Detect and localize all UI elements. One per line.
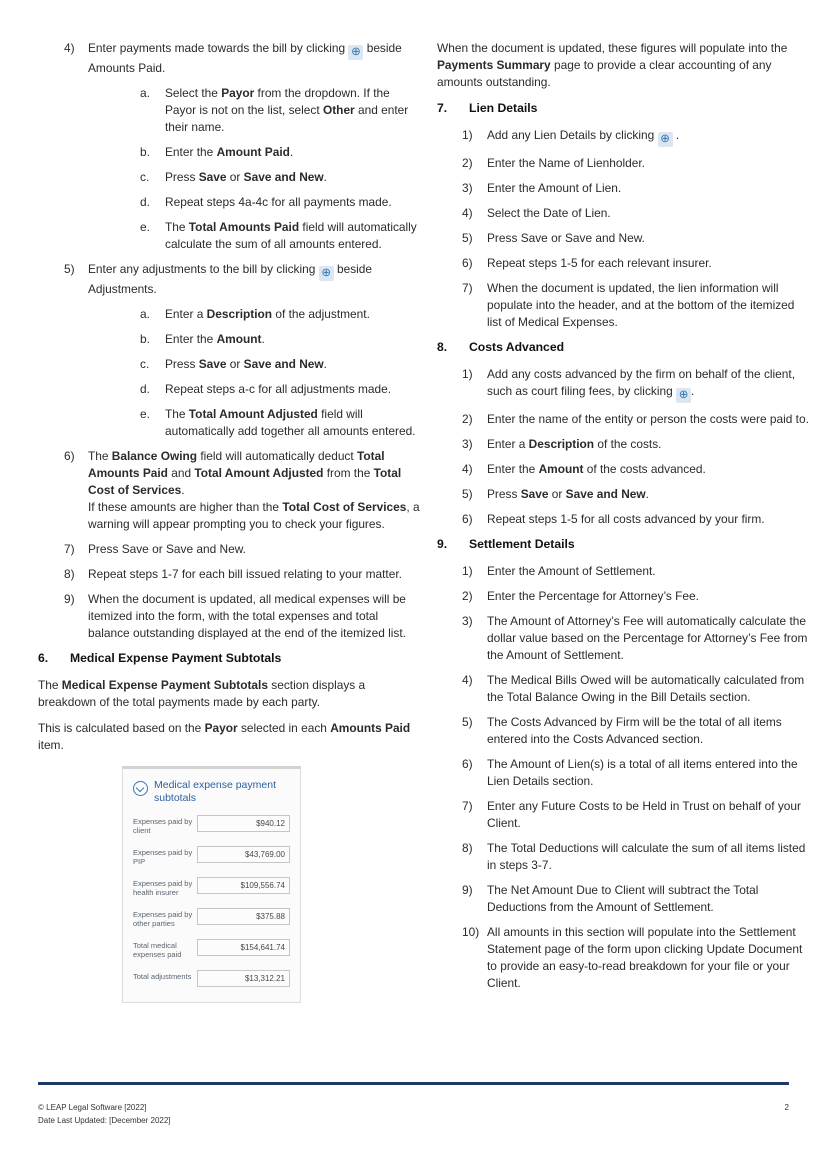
list-item bbox=[437, 230, 811, 247]
field-label: Expenses paid by client bbox=[133, 817, 193, 835]
text-run: . bbox=[323, 170, 327, 184]
embedded-screenshot-panel bbox=[122, 766, 301, 1003]
list-marker: a. bbox=[140, 307, 150, 321]
field-label: Expenses paid by PIP bbox=[133, 848, 193, 866]
list-marker: b. bbox=[140, 145, 150, 159]
bold-text-run: Save and New bbox=[565, 487, 646, 501]
list-text bbox=[165, 331, 422, 348]
amount-input: $13,312.21 bbox=[197, 970, 290, 987]
list-item bbox=[437, 255, 811, 272]
text-run: The Total Deductions will calculate the sum of all items listed in steps 3-7. bbox=[487, 841, 806, 872]
list-item bbox=[38, 381, 422, 398]
bold-text-run: Amounts Paid bbox=[330, 721, 411, 735]
list-text bbox=[487, 205, 811, 222]
bold-text-run: Save bbox=[198, 170, 227, 184]
bold-text-run: Balance Owing bbox=[111, 449, 198, 463]
list-item bbox=[437, 613, 811, 664]
list-item bbox=[38, 541, 422, 558]
list-marker: 7) bbox=[462, 799, 473, 813]
list-item bbox=[437, 882, 811, 916]
list-text bbox=[88, 261, 422, 298]
list-text bbox=[487, 563, 811, 580]
text-run: The bbox=[165, 220, 189, 234]
footer-left bbox=[38, 1101, 171, 1127]
bold-text-run: Total Cost of Services bbox=[88, 466, 402, 497]
panel-field-row bbox=[133, 908, 290, 928]
list-marker: 5) bbox=[462, 715, 473, 729]
text-run: Repeat steps 1-5 for all costs advanced by your firm. bbox=[487, 512, 765, 526]
list-text bbox=[487, 714, 811, 748]
text-run: When the document is updated, these figures will populate into the bbox=[437, 41, 788, 55]
text-run: When the document is updated, the lien information will populate into the header, and at the bottom of the itemized list of Medical Expenses. bbox=[487, 281, 795, 329]
list-marker: c. bbox=[140, 357, 150, 371]
list-marker: 7) bbox=[64, 542, 75, 556]
paragraph bbox=[38, 720, 422, 754]
text-run: of the costs advanced. bbox=[583, 462, 706, 476]
bold-text-run: Save bbox=[520, 487, 549, 501]
text-run: beside Amounts Paid. bbox=[88, 41, 402, 75]
text-run: Add any Lien Details by clicking bbox=[487, 128, 658, 142]
page-footer bbox=[38, 1082, 789, 1127]
bold-text-run: Amount Paid bbox=[216, 145, 290, 159]
text-run: . bbox=[181, 483, 185, 497]
text-run: Repeat steps a-c for all adjustments made. bbox=[165, 382, 392, 396]
list-text bbox=[88, 566, 422, 583]
list-marker: 9) bbox=[64, 592, 75, 606]
text-run: page to provide a clear accounting of any amounts outstanding. bbox=[437, 58, 772, 89]
list-item bbox=[437, 588, 811, 605]
add-icon: ⊕ bbox=[676, 388, 691, 403]
text-run: The bbox=[88, 449, 112, 463]
bold-text-run: Description bbox=[528, 437, 595, 451]
field-label: Total adjustments bbox=[133, 972, 192, 981]
footer-copyright: © LEAP Legal Software [2022] bbox=[38, 1103, 147, 1112]
list-marker: 6) bbox=[462, 757, 473, 771]
list-marker: 7) bbox=[462, 281, 473, 295]
list-text bbox=[88, 40, 422, 77]
list-marker: 4) bbox=[462, 206, 473, 220]
list-marker: 5) bbox=[462, 231, 473, 245]
list-marker: 3) bbox=[462, 181, 473, 195]
list-item bbox=[437, 127, 811, 147]
list-item bbox=[437, 672, 811, 706]
text-run: Add any costs advanced by the firm on behalf of the client, such as court filing fees, by clicking bbox=[487, 367, 796, 398]
list-marker: 5) bbox=[462, 487, 473, 501]
text-run: Press bbox=[165, 357, 199, 371]
amount-input: $375.88 bbox=[197, 908, 290, 925]
list-marker: 3) bbox=[462, 614, 473, 628]
list-text bbox=[165, 356, 422, 373]
list-marker: 3) bbox=[462, 437, 473, 451]
list-text bbox=[487, 672, 811, 706]
list-item bbox=[38, 194, 422, 211]
list-item bbox=[38, 448, 422, 533]
list-marker: 2) bbox=[462, 589, 473, 603]
text-run: Enter the Amount of Lien. bbox=[487, 181, 622, 195]
list-text bbox=[88, 591, 422, 642]
text-run: The Amount of Lien(s) is a total of all items entered into the Lien Details section. bbox=[487, 757, 798, 788]
paragraph bbox=[437, 40, 811, 91]
text-run: . bbox=[261, 332, 265, 346]
footer-text-row bbox=[38, 1101, 789, 1127]
list-item bbox=[437, 155, 811, 172]
list-text bbox=[487, 756, 811, 790]
list-item bbox=[38, 40, 422, 77]
text-run: This is calculated based on the bbox=[38, 721, 205, 735]
text-run: field will automatically deduct bbox=[197, 449, 357, 463]
text-run: Enter the name of the entity or person the costs were paid to. bbox=[487, 412, 809, 426]
bold-text-run: Save and New bbox=[243, 170, 324, 184]
amount-input: $154,641.74 bbox=[197, 939, 290, 956]
list-text bbox=[487, 280, 811, 331]
bold-text-run: Total Cost of Services bbox=[282, 500, 407, 514]
list-item bbox=[38, 144, 422, 161]
list-text bbox=[165, 406, 422, 440]
list-marker: 9) bbox=[462, 883, 473, 897]
heading-text: Medical Expense Payment Subtotals bbox=[70, 651, 282, 665]
footer-divider bbox=[38, 1082, 789, 1085]
bold-text-run: Save bbox=[198, 357, 227, 371]
text-run: Press Save or Save and New. bbox=[487, 231, 645, 245]
list-item bbox=[38, 261, 422, 298]
text-run: Enter a bbox=[165, 307, 207, 321]
list-item bbox=[38, 331, 422, 348]
text-run: Enter the bbox=[487, 462, 539, 476]
text-run: from the dropdown. If the Payor is not on the list, select bbox=[165, 86, 390, 117]
text-run: from the bbox=[323, 466, 374, 480]
list-marker: 8) bbox=[462, 841, 473, 855]
list-item bbox=[38, 85, 422, 136]
list-text bbox=[487, 255, 811, 272]
amount-input: $940.12 bbox=[197, 815, 290, 832]
text-run: selected in each bbox=[237, 721, 331, 735]
list-text bbox=[165, 219, 422, 253]
list-item bbox=[437, 714, 811, 748]
text-run: or bbox=[226, 170, 244, 184]
text-run: The Medical Bills Owed will be automatically calculated from the Total Balance Owing in the Bill Details section. bbox=[487, 673, 805, 704]
list-text bbox=[165, 381, 422, 398]
text-run: Select the Date of Lien. bbox=[487, 206, 611, 220]
list-text bbox=[165, 306, 422, 323]
text-run: Enter the Amount of Settlement. bbox=[487, 564, 656, 578]
text-run: or bbox=[548, 487, 566, 501]
text-run: . bbox=[691, 384, 695, 398]
text-run: . bbox=[323, 357, 327, 371]
text-run: and enter their name. bbox=[165, 103, 409, 134]
text-run: The Costs Advanced by Firm will be the total of all items entered into the Costs Advanced section. bbox=[487, 715, 782, 746]
heading-text: Costs Advanced bbox=[469, 340, 565, 354]
panel-header bbox=[133, 779, 290, 805]
list-item bbox=[437, 798, 811, 832]
list-text bbox=[487, 180, 811, 197]
bold-text-run: Total Amount Adjusted bbox=[194, 466, 324, 480]
list-item bbox=[38, 406, 422, 440]
text-run: Repeat steps 1-7 for each bill issued relating to your matter. bbox=[88, 567, 402, 581]
text-run: or bbox=[226, 357, 244, 371]
list-marker: e. bbox=[140, 407, 150, 421]
list-item bbox=[38, 169, 422, 186]
text-run: Press bbox=[487, 487, 521, 501]
list-text bbox=[487, 155, 811, 172]
list-text bbox=[487, 511, 811, 528]
list-marker: 4) bbox=[462, 673, 473, 687]
bold-text-run: Medical Expense Payment Subtotals bbox=[61, 678, 268, 692]
bold-text-run: Other bbox=[322, 103, 355, 117]
list-text bbox=[487, 461, 811, 478]
bold-text-run: Payments Summary bbox=[437, 58, 551, 72]
list-marker: 6) bbox=[64, 449, 75, 463]
list-text bbox=[487, 230, 811, 247]
field-label: Total medical expenses paid bbox=[133, 941, 182, 959]
list-text bbox=[88, 448, 422, 533]
bold-text-run: Save and New bbox=[243, 357, 324, 371]
list-marker: 1) bbox=[462, 367, 473, 381]
list-text bbox=[487, 411, 811, 428]
heading-text: Settlement Details bbox=[469, 537, 575, 551]
list-item bbox=[437, 486, 811, 503]
list-text bbox=[487, 127, 811, 147]
panel-field-row bbox=[133, 815, 290, 835]
add-icon: ⊕ bbox=[319, 266, 334, 281]
list-item bbox=[437, 461, 811, 478]
bold-text-run: Amount bbox=[216, 332, 262, 346]
list-item bbox=[437, 924, 811, 992]
bold-text-run: Amount bbox=[538, 462, 584, 476]
add-icon: ⊕ bbox=[658, 132, 673, 147]
list-text bbox=[487, 366, 811, 403]
panel-field-row bbox=[133, 846, 290, 866]
list-text bbox=[487, 924, 811, 992]
text-run: beside Adjustments. bbox=[88, 262, 373, 296]
heading-number: 8. bbox=[437, 340, 448, 354]
list-item bbox=[437, 205, 811, 222]
text-run: Press Save or Save and New. bbox=[88, 542, 246, 556]
list-marker: 5) bbox=[64, 262, 75, 276]
list-marker: 4) bbox=[462, 462, 473, 476]
text-run: , a warning will appear prompting you to check your figures. bbox=[88, 500, 420, 531]
bold-text-run: Description bbox=[206, 307, 273, 321]
list-item bbox=[437, 366, 811, 403]
list-text bbox=[487, 882, 811, 916]
list-marker: e. bbox=[140, 220, 150, 234]
text-run: The bbox=[38, 678, 62, 692]
list-text bbox=[165, 144, 422, 161]
text-run: Press bbox=[165, 170, 199, 184]
section-heading bbox=[38, 650, 422, 667]
list-marker: 4) bbox=[64, 41, 75, 55]
text-run: section displays a breakdown of the total payments made by each party. bbox=[38, 678, 366, 709]
bold-text-run: Total Amounts Paid bbox=[188, 220, 300, 234]
list-text bbox=[487, 798, 811, 832]
list-marker: 2) bbox=[462, 412, 473, 426]
list-text bbox=[165, 85, 422, 136]
add-icon: ⊕ bbox=[348, 45, 363, 60]
text-run: . bbox=[645, 487, 649, 501]
text-run: of the adjustment. bbox=[272, 307, 370, 321]
heading-text: Lien Details bbox=[469, 101, 538, 115]
list-text bbox=[487, 588, 811, 605]
text-run: The Net Amount Due to Client will subtract the Total Deductions from the Amount of Settlement. bbox=[487, 883, 759, 914]
text-run: Enter any adjustments to the bill by clicking bbox=[88, 262, 319, 276]
text-run: When the document is updated, all medical expenses will be itemized into the form, with the total expenses and total balance outstanding displayed at the end of the itemized list. bbox=[88, 592, 406, 640]
list-item bbox=[437, 756, 811, 790]
text-run: Enter the bbox=[165, 332, 217, 346]
section-heading bbox=[437, 100, 811, 117]
text-run: Enter payments made towards the bill by clicking bbox=[88, 41, 349, 55]
list-marker: 6) bbox=[462, 256, 473, 270]
text-run: item. bbox=[38, 738, 64, 752]
list-marker: b. bbox=[140, 332, 150, 346]
bold-text-run: Total Amount Adjusted bbox=[188, 407, 318, 421]
text-run: field will automatically calculate the sum of all amounts entered. bbox=[165, 220, 417, 251]
right-column bbox=[437, 40, 811, 1003]
list-text bbox=[88, 541, 422, 558]
list-marker: 10) bbox=[462, 925, 480, 939]
field-label: Expenses paid by other parties bbox=[133, 910, 193, 928]
bold-text-run: Payor bbox=[221, 86, 255, 100]
heading-number: 7. bbox=[437, 101, 448, 115]
text-run: Enter any Future Costs to be Held in Trust on behalf of your Client. bbox=[487, 799, 801, 830]
list-item bbox=[38, 591, 422, 642]
text-run: . bbox=[672, 128, 680, 142]
text-run: The Amount of Attorney’s Fee will automatically calculate the dollar value based on the Percentage for Attorney’s Fee from the Amount of Settlement. bbox=[487, 614, 808, 662]
text-run: field will automatically add together all amounts entered. bbox=[165, 407, 416, 438]
text-run: If these amounts are higher than the bbox=[88, 500, 283, 514]
left-column bbox=[38, 40, 422, 1003]
text-run: All amounts in this section will populate into the Settlement Statement page of the form upon clicking Update Document to provide an easy-to-read breakdown for your file or your Client. bbox=[487, 925, 803, 990]
list-text bbox=[487, 613, 811, 664]
section-heading bbox=[437, 339, 811, 356]
list-item bbox=[437, 436, 811, 453]
list-marker: d. bbox=[140, 382, 150, 396]
text-run: Enter a bbox=[487, 437, 529, 451]
amount-input: $43,769.00 bbox=[197, 846, 290, 863]
list-marker: d. bbox=[140, 195, 150, 209]
chevron-down-circle-icon bbox=[133, 781, 148, 796]
list-marker: 1) bbox=[462, 564, 473, 578]
list-marker: c. bbox=[140, 170, 150, 184]
bold-text-run: Total Amounts Paid bbox=[88, 449, 385, 480]
field-label: Expenses paid by health insurer bbox=[133, 879, 193, 897]
amount-input: $109,556.74 bbox=[197, 877, 290, 894]
panel-field-row bbox=[133, 970, 290, 987]
text-run: Repeat steps 1-5 for each relevant insurer. bbox=[487, 256, 712, 270]
heading-number: 6. bbox=[38, 651, 49, 665]
chevron-mark bbox=[136, 783, 144, 791]
list-text bbox=[165, 169, 422, 186]
list-marker: 1) bbox=[462, 128, 473, 142]
section-heading bbox=[437, 536, 811, 553]
text-run: Repeat steps 4a-4c for all payments made. bbox=[165, 195, 392, 209]
panel-title: Medical expense payment subtotals bbox=[154, 779, 276, 804]
text-run: . bbox=[289, 145, 294, 159]
heading-number: 9. bbox=[437, 537, 448, 551]
list-marker: 2) bbox=[462, 156, 473, 170]
list-text bbox=[487, 436, 811, 453]
footer-page-number: 2 bbox=[784, 1103, 789, 1112]
list-item bbox=[437, 280, 811, 331]
list-item bbox=[437, 563, 811, 580]
panel-field-row bbox=[133, 877, 290, 897]
footer-date-updated: Date Last Updated: [December 2022] bbox=[38, 1116, 171, 1125]
text-run: Enter the Percentage for Attorney’s Fee. bbox=[487, 589, 699, 603]
list-text bbox=[487, 840, 811, 874]
text-run: Enter the bbox=[165, 145, 217, 159]
text-run: Select the bbox=[165, 86, 222, 100]
text-run: and bbox=[167, 466, 195, 480]
bold-text-run: Payor bbox=[204, 721, 238, 735]
list-item bbox=[437, 180, 811, 197]
text-run: Enter the Name of Lienholder. bbox=[487, 156, 645, 170]
list-item bbox=[38, 219, 422, 253]
list-marker: 8) bbox=[64, 567, 75, 581]
list-text bbox=[165, 194, 422, 211]
paragraph bbox=[38, 677, 422, 711]
text-run: The bbox=[165, 407, 189, 421]
panel-field-row bbox=[133, 939, 290, 959]
list-item bbox=[38, 306, 422, 323]
text-run: of the costs. bbox=[594, 437, 662, 451]
list-item bbox=[38, 566, 422, 583]
list-item bbox=[437, 840, 811, 874]
list-marker: 6) bbox=[462, 512, 473, 526]
list-marker: a. bbox=[140, 86, 150, 100]
list-item bbox=[437, 411, 811, 428]
list-item bbox=[38, 356, 422, 373]
list-item bbox=[437, 511, 811, 528]
list-text bbox=[487, 486, 811, 503]
